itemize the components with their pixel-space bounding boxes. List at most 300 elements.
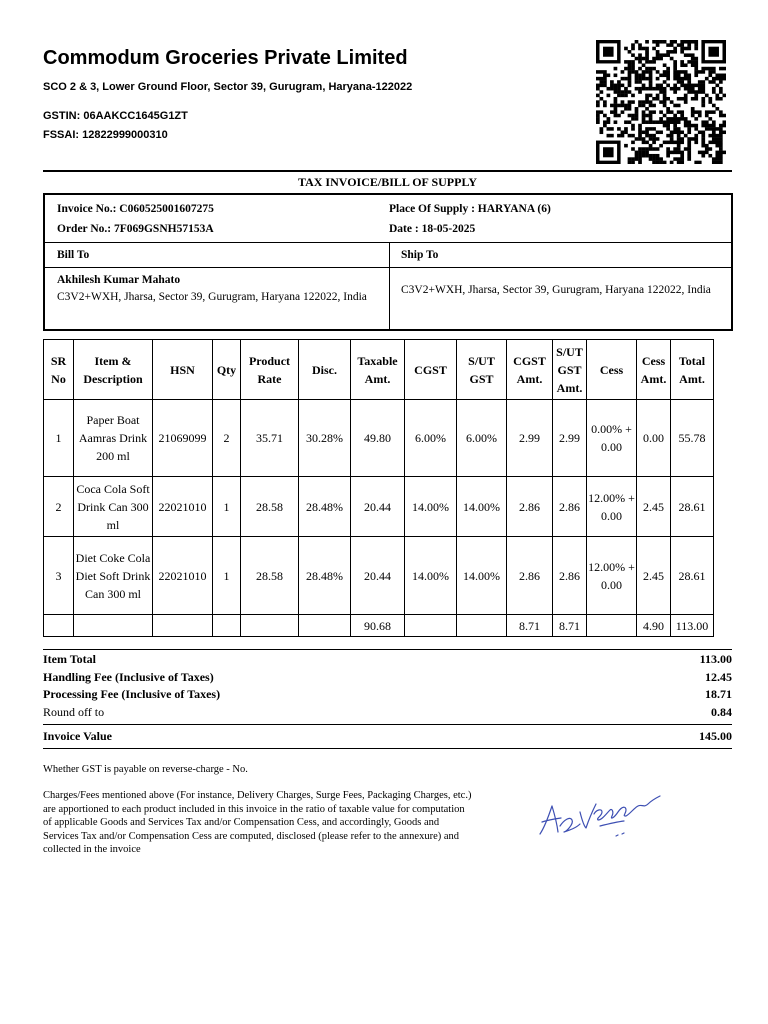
- qr-module: [649, 100, 653, 104]
- cell-item: Diet Coke Cola Diet Soft Drink Can 300 ml: [74, 537, 153, 615]
- round-off-label: Round off to: [43, 705, 105, 719]
- qr-module: [663, 70, 667, 74]
- qr-module: [600, 110, 604, 114]
- qr-module: [621, 94, 625, 98]
- qr-module: [596, 77, 600, 81]
- qr-module: [635, 80, 639, 84]
- qr-module: [624, 87, 628, 91]
- qr-module: [722, 151, 726, 155]
- qr-module: [680, 50, 684, 54]
- qr-module: [719, 161, 723, 164]
- qr-module: [645, 67, 649, 71]
- qr-module: [659, 144, 663, 148]
- cell-sr: 3: [44, 537, 74, 615]
- qr-module: [663, 124, 667, 128]
- qr-module: [691, 63, 695, 67]
- qr-module: [663, 90, 667, 94]
- qr-module: [680, 114, 684, 118]
- qr-module: [645, 130, 649, 134]
- qr-module: [719, 127, 723, 131]
- qr-module: [712, 130, 716, 134]
- qr-module: [642, 77, 646, 81]
- qr-module: [617, 84, 621, 88]
- qr-module: [687, 53, 691, 57]
- qr-module: [624, 120, 628, 124]
- cell-cess-amt: 0.00: [637, 400, 671, 477]
- qr-module: [715, 161, 719, 164]
- cell-sgst-amt: 2.86: [553, 537, 587, 615]
- header-total: Total Amt.: [671, 340, 714, 400]
- qr-module: [645, 100, 649, 104]
- qr-finder-pattern: [603, 147, 614, 157]
- qr-module: [603, 114, 607, 118]
- header-disc: Disc.: [299, 340, 351, 400]
- cell-total: 28.61: [671, 537, 714, 615]
- qr-module: [691, 57, 695, 61]
- qr-module: [635, 107, 639, 111]
- qr-module: [659, 117, 663, 121]
- cell-total: 28.61: [671, 477, 714, 537]
- qr-module: [617, 87, 621, 91]
- qr-finder-pattern: [708, 47, 719, 57]
- qr-module: [614, 100, 618, 104]
- cell-cgst: 14.00%: [405, 537, 457, 615]
- qr-module: [614, 110, 618, 114]
- qr-module: [673, 87, 677, 91]
- qr-module: [607, 87, 611, 91]
- qr-module: [645, 77, 649, 81]
- qr-module: [677, 120, 681, 124]
- qr-module: [719, 141, 723, 145]
- qr-module: [628, 90, 632, 94]
- qr-module: [670, 57, 674, 61]
- qr-module: [719, 124, 723, 128]
- cell-item: Paper Boat Aamras Drink 200 ml: [74, 400, 153, 477]
- qr-module: [659, 84, 663, 88]
- qr-module: [684, 63, 688, 67]
- qr-module: [677, 70, 681, 74]
- qr-module: [631, 43, 635, 47]
- cell-hsn: 22021010: [153, 537, 213, 615]
- qr-module: [687, 80, 691, 84]
- qr-module: [617, 114, 621, 118]
- qr-module: [652, 134, 656, 138]
- qr-module: [691, 110, 695, 114]
- qr-module: [663, 94, 667, 98]
- cell-item: Coca Cola Soft Drink Can 300 ml: [74, 477, 153, 537]
- company-name: Commodum Groceries Private Limited: [43, 47, 408, 69]
- qr-module: [656, 157, 660, 161]
- qr-module: [684, 100, 688, 104]
- qr-module: [680, 97, 684, 101]
- qr-module: [715, 137, 719, 141]
- qr-module: [621, 104, 625, 108]
- qr-module: [631, 161, 635, 164]
- qr-module: [705, 110, 709, 114]
- cell-taxable: 20.44: [351, 537, 405, 615]
- qr-module: [652, 97, 656, 101]
- qr-module: [614, 90, 618, 94]
- qr-module: [712, 87, 716, 91]
- cell-cgst: 14.00%: [405, 477, 457, 537]
- qr-module: [638, 74, 642, 78]
- qr-module: [631, 100, 635, 104]
- qr-module: [656, 70, 660, 74]
- qr-module: [649, 114, 653, 118]
- qr-module: [680, 161, 684, 164]
- qr-module: [642, 100, 646, 104]
- table-row: [44, 477, 714, 537]
- qr-module: [698, 151, 702, 155]
- qr-module: [603, 104, 607, 108]
- qr-module: [719, 154, 723, 158]
- qr-module: [670, 120, 674, 124]
- qr-module: [628, 107, 632, 111]
- qr-module: [656, 161, 660, 164]
- qr-module: [698, 70, 702, 74]
- qr-module: [712, 80, 716, 84]
- qr-module: [649, 104, 653, 108]
- qr-module: [659, 157, 663, 161]
- qr-module: [659, 130, 663, 134]
- qr-module: [652, 47, 656, 51]
- qr-module: [635, 74, 639, 78]
- qr-module: [722, 114, 726, 118]
- qr-module: [652, 154, 656, 158]
- qr-module: [663, 104, 667, 108]
- qr-module: [673, 114, 677, 118]
- qr-module: [631, 63, 635, 67]
- qr-module: [635, 77, 639, 81]
- qr-module: [638, 127, 642, 131]
- qr-module: [694, 134, 698, 138]
- qr-module: [596, 84, 600, 88]
- qr-module: [687, 127, 691, 131]
- qr-module: [631, 134, 635, 138]
- qr-module: [621, 77, 625, 81]
- qr-module: [673, 117, 677, 121]
- qr-module: [719, 130, 723, 134]
- qr-module: [666, 141, 670, 145]
- qr-module: [652, 147, 656, 151]
- qr-module: [628, 70, 632, 74]
- qr-module: [649, 87, 653, 91]
- cell-qty: 2: [213, 400, 241, 477]
- qr-module: [712, 70, 716, 74]
- qr-module: [652, 120, 656, 124]
- qr-module: [631, 94, 635, 98]
- qr-module: [603, 70, 607, 74]
- qr-module: [687, 144, 691, 148]
- qr-module: [684, 117, 688, 121]
- qr-module: [719, 90, 723, 94]
- qr-module: [670, 117, 674, 121]
- cell-cgst-amt: 2.99: [507, 400, 553, 477]
- qr-module: [670, 134, 674, 138]
- items-table: [43, 339, 714, 637]
- qr-module: [705, 147, 709, 151]
- qr-module: [628, 50, 632, 54]
- qr-module: [652, 141, 656, 145]
- qr-module: [638, 87, 642, 91]
- qr-module: [596, 120, 600, 124]
- qr-module: [701, 120, 705, 124]
- qr-module: [698, 130, 702, 134]
- qr-module: [666, 77, 670, 81]
- qr-module: [645, 57, 649, 61]
- qr-module: [603, 120, 607, 124]
- ship-to-heading: Ship To: [401, 249, 439, 261]
- qr-module: [670, 130, 674, 134]
- cell-cess: 12.00% + 0.00: [587, 537, 637, 615]
- divider: [43, 724, 732, 725]
- qr-module: [719, 67, 723, 71]
- qr-module: [596, 104, 600, 108]
- qr-module: [656, 40, 660, 44]
- qr-module: [694, 137, 698, 141]
- qr-module: [708, 124, 712, 128]
- qr-module: [673, 157, 677, 161]
- qr-module: [649, 137, 653, 141]
- qr-module: [610, 110, 614, 114]
- signature-strokes: [540, 796, 660, 836]
- qr-module: [694, 70, 698, 74]
- qr-module: [642, 154, 646, 158]
- qr-module: [659, 161, 663, 164]
- qr-module: [708, 110, 712, 114]
- qr-module: [663, 74, 667, 78]
- qr-module: [677, 127, 681, 131]
- qr-module: [600, 77, 604, 81]
- qr-module: [677, 157, 681, 161]
- invoice-value-label: Invoice Value: [43, 729, 113, 743]
- qr-module: [638, 60, 642, 64]
- qr-module: [614, 97, 618, 101]
- qr-module: [677, 87, 681, 91]
- company-address: SCO 2 & 3, Lower Ground Floor, Sector 39, Gurugram, Haryana-122022: [43, 81, 413, 93]
- qr-module: [666, 43, 670, 47]
- qr-module: [631, 124, 635, 128]
- qr-module: [666, 117, 670, 121]
- qr-module: [596, 94, 600, 98]
- place-of-supply: Place Of Supply : HARYANA (6): [389, 203, 551, 215]
- qr-module: [614, 114, 618, 118]
- qr-module: [673, 120, 677, 124]
- qr-module: [666, 147, 670, 151]
- qr-module: [680, 141, 684, 145]
- divider: [43, 748, 732, 749]
- qr-module: [628, 67, 632, 71]
- qr-module: [680, 84, 684, 88]
- qr-module: [712, 77, 716, 81]
- table-row: [44, 537, 714, 615]
- qr-module: [600, 90, 604, 94]
- qr-module: [649, 147, 653, 151]
- qr-module: [722, 67, 726, 71]
- cell-disc: 28.48%: [299, 477, 351, 537]
- qr-module: [614, 120, 618, 124]
- header-cess: Cess: [587, 340, 637, 400]
- qr-module: [649, 117, 653, 121]
- qr-module: [652, 161, 656, 164]
- qr-module: [621, 134, 625, 138]
- qr-module: [635, 151, 639, 155]
- qr-module: [621, 100, 625, 104]
- header-taxable: Taxable Amt.: [351, 340, 405, 400]
- qr-module: [719, 157, 723, 161]
- qr-module: [687, 77, 691, 81]
- qr-module: [673, 74, 677, 78]
- qr-module: [687, 154, 691, 158]
- qr-module: [628, 157, 632, 161]
- table-totals-row: [44, 615, 714, 637]
- cell-sgst: 6.00%: [457, 400, 507, 477]
- qr-module: [680, 77, 684, 81]
- qr-module: [645, 70, 649, 74]
- qr-module: [701, 130, 705, 134]
- qr-module: [638, 154, 642, 158]
- qr-module: [694, 60, 698, 64]
- qr-module: [673, 47, 677, 51]
- qr-module: [670, 137, 674, 141]
- bill-to-heading: Bill To: [57, 249, 90, 261]
- qr-module: [687, 157, 691, 161]
- qr-module: [712, 124, 716, 128]
- qr-module: [621, 70, 625, 74]
- qr-module: [698, 84, 702, 88]
- qr-module: [649, 134, 653, 138]
- qr-module: [677, 134, 681, 138]
- qr-module: [708, 67, 712, 71]
- qr-module: [663, 100, 667, 104]
- qr-module: [698, 110, 702, 114]
- qr-module: [607, 134, 611, 138]
- qr-module: [656, 77, 660, 81]
- qr-module: [673, 147, 677, 151]
- qr-module: [638, 47, 642, 51]
- qr-module: [642, 70, 646, 74]
- reverse-charge-note: Whether GST is payable on reverse-charge - No.: [43, 764, 248, 775]
- qr-module: [715, 141, 719, 145]
- qr-module: [610, 80, 614, 84]
- header-item: Item & Description: [74, 340, 153, 400]
- qr-module: [624, 130, 628, 134]
- qr-module: [638, 151, 642, 155]
- qr-module: [708, 100, 712, 104]
- qr-module: [705, 114, 709, 118]
- qr-module: [635, 87, 639, 91]
- qr-module: [635, 57, 639, 61]
- qr-module: [719, 97, 723, 101]
- qr-module: [638, 90, 642, 94]
- cell-cgst-amt: 2.86: [507, 477, 553, 537]
- qr-module: [673, 84, 677, 88]
- qr-module: [705, 144, 709, 148]
- qr-module: [642, 57, 646, 61]
- qr-module: [670, 100, 674, 104]
- qr-module: [666, 74, 670, 78]
- qr-module: [624, 107, 628, 111]
- qr-module: [701, 137, 705, 141]
- qr-module: [642, 110, 646, 114]
- qr-module: [624, 77, 628, 81]
- qr-module: [694, 67, 698, 71]
- qr-module: [638, 77, 642, 81]
- qr-module: [649, 154, 653, 158]
- qr-module: [614, 107, 618, 111]
- qr-module: [642, 141, 646, 145]
- qr-module: [677, 80, 681, 84]
- qr-module: [645, 94, 649, 98]
- qr-module: [656, 87, 660, 91]
- qr-module: [694, 43, 698, 47]
- qr-module: [635, 70, 639, 74]
- qr-module: [600, 84, 604, 88]
- qr-module: [666, 120, 670, 124]
- header-sgst-amt: S/UT GST Amt.: [553, 340, 587, 400]
- qr-module: [649, 157, 653, 161]
- qr-module: [687, 60, 691, 64]
- qr-module: [638, 124, 642, 128]
- qr-module: [687, 40, 691, 44]
- cell-sgst-amt: 2.99: [553, 400, 587, 477]
- cell-cess: 0.00% + 0.00: [587, 400, 637, 477]
- qr-module: [617, 127, 621, 131]
- qr-module: [701, 84, 705, 88]
- qr-module: [628, 80, 632, 84]
- header-rate: Product Rate: [241, 340, 299, 400]
- qr-module: [719, 87, 723, 91]
- qr-module: [649, 74, 653, 78]
- qr-module: [600, 70, 604, 74]
- qr-module: [645, 154, 649, 158]
- qr-module: [642, 147, 646, 151]
- qr-module: [610, 127, 614, 131]
- qr-module: [680, 40, 684, 44]
- qr-module: [673, 60, 677, 64]
- qr-module: [691, 60, 695, 64]
- qr-module: [719, 147, 723, 151]
- divider: [389, 242, 390, 329]
- qr-module: [656, 84, 660, 88]
- qr-module: [722, 94, 726, 98]
- qr-module: [715, 77, 719, 81]
- qr-module: [628, 104, 632, 108]
- qr-module: [673, 63, 677, 67]
- qr-module: [680, 80, 684, 84]
- qr-module: [719, 74, 723, 78]
- qr-module: [684, 70, 688, 74]
- table-header-row: [44, 340, 714, 400]
- qr-module: [659, 74, 663, 78]
- qr-module: [628, 120, 632, 124]
- qr-module: [652, 57, 656, 61]
- qr-module: [673, 67, 677, 71]
- cell-rate: 28.58: [241, 477, 299, 537]
- qr-module: [610, 84, 614, 88]
- qr-module: [652, 40, 656, 44]
- invoice-number: Invoice No.: C060525001607275: [57, 203, 214, 215]
- qr-module: [680, 137, 684, 141]
- qr-module: [624, 94, 628, 98]
- qr-module: [687, 124, 691, 128]
- qr-module: [603, 80, 607, 84]
- qr-module: [684, 53, 688, 57]
- qr-module: [656, 154, 660, 158]
- qr-module: [701, 154, 705, 158]
- qr-module: [652, 87, 656, 91]
- qr-module: [659, 90, 663, 94]
